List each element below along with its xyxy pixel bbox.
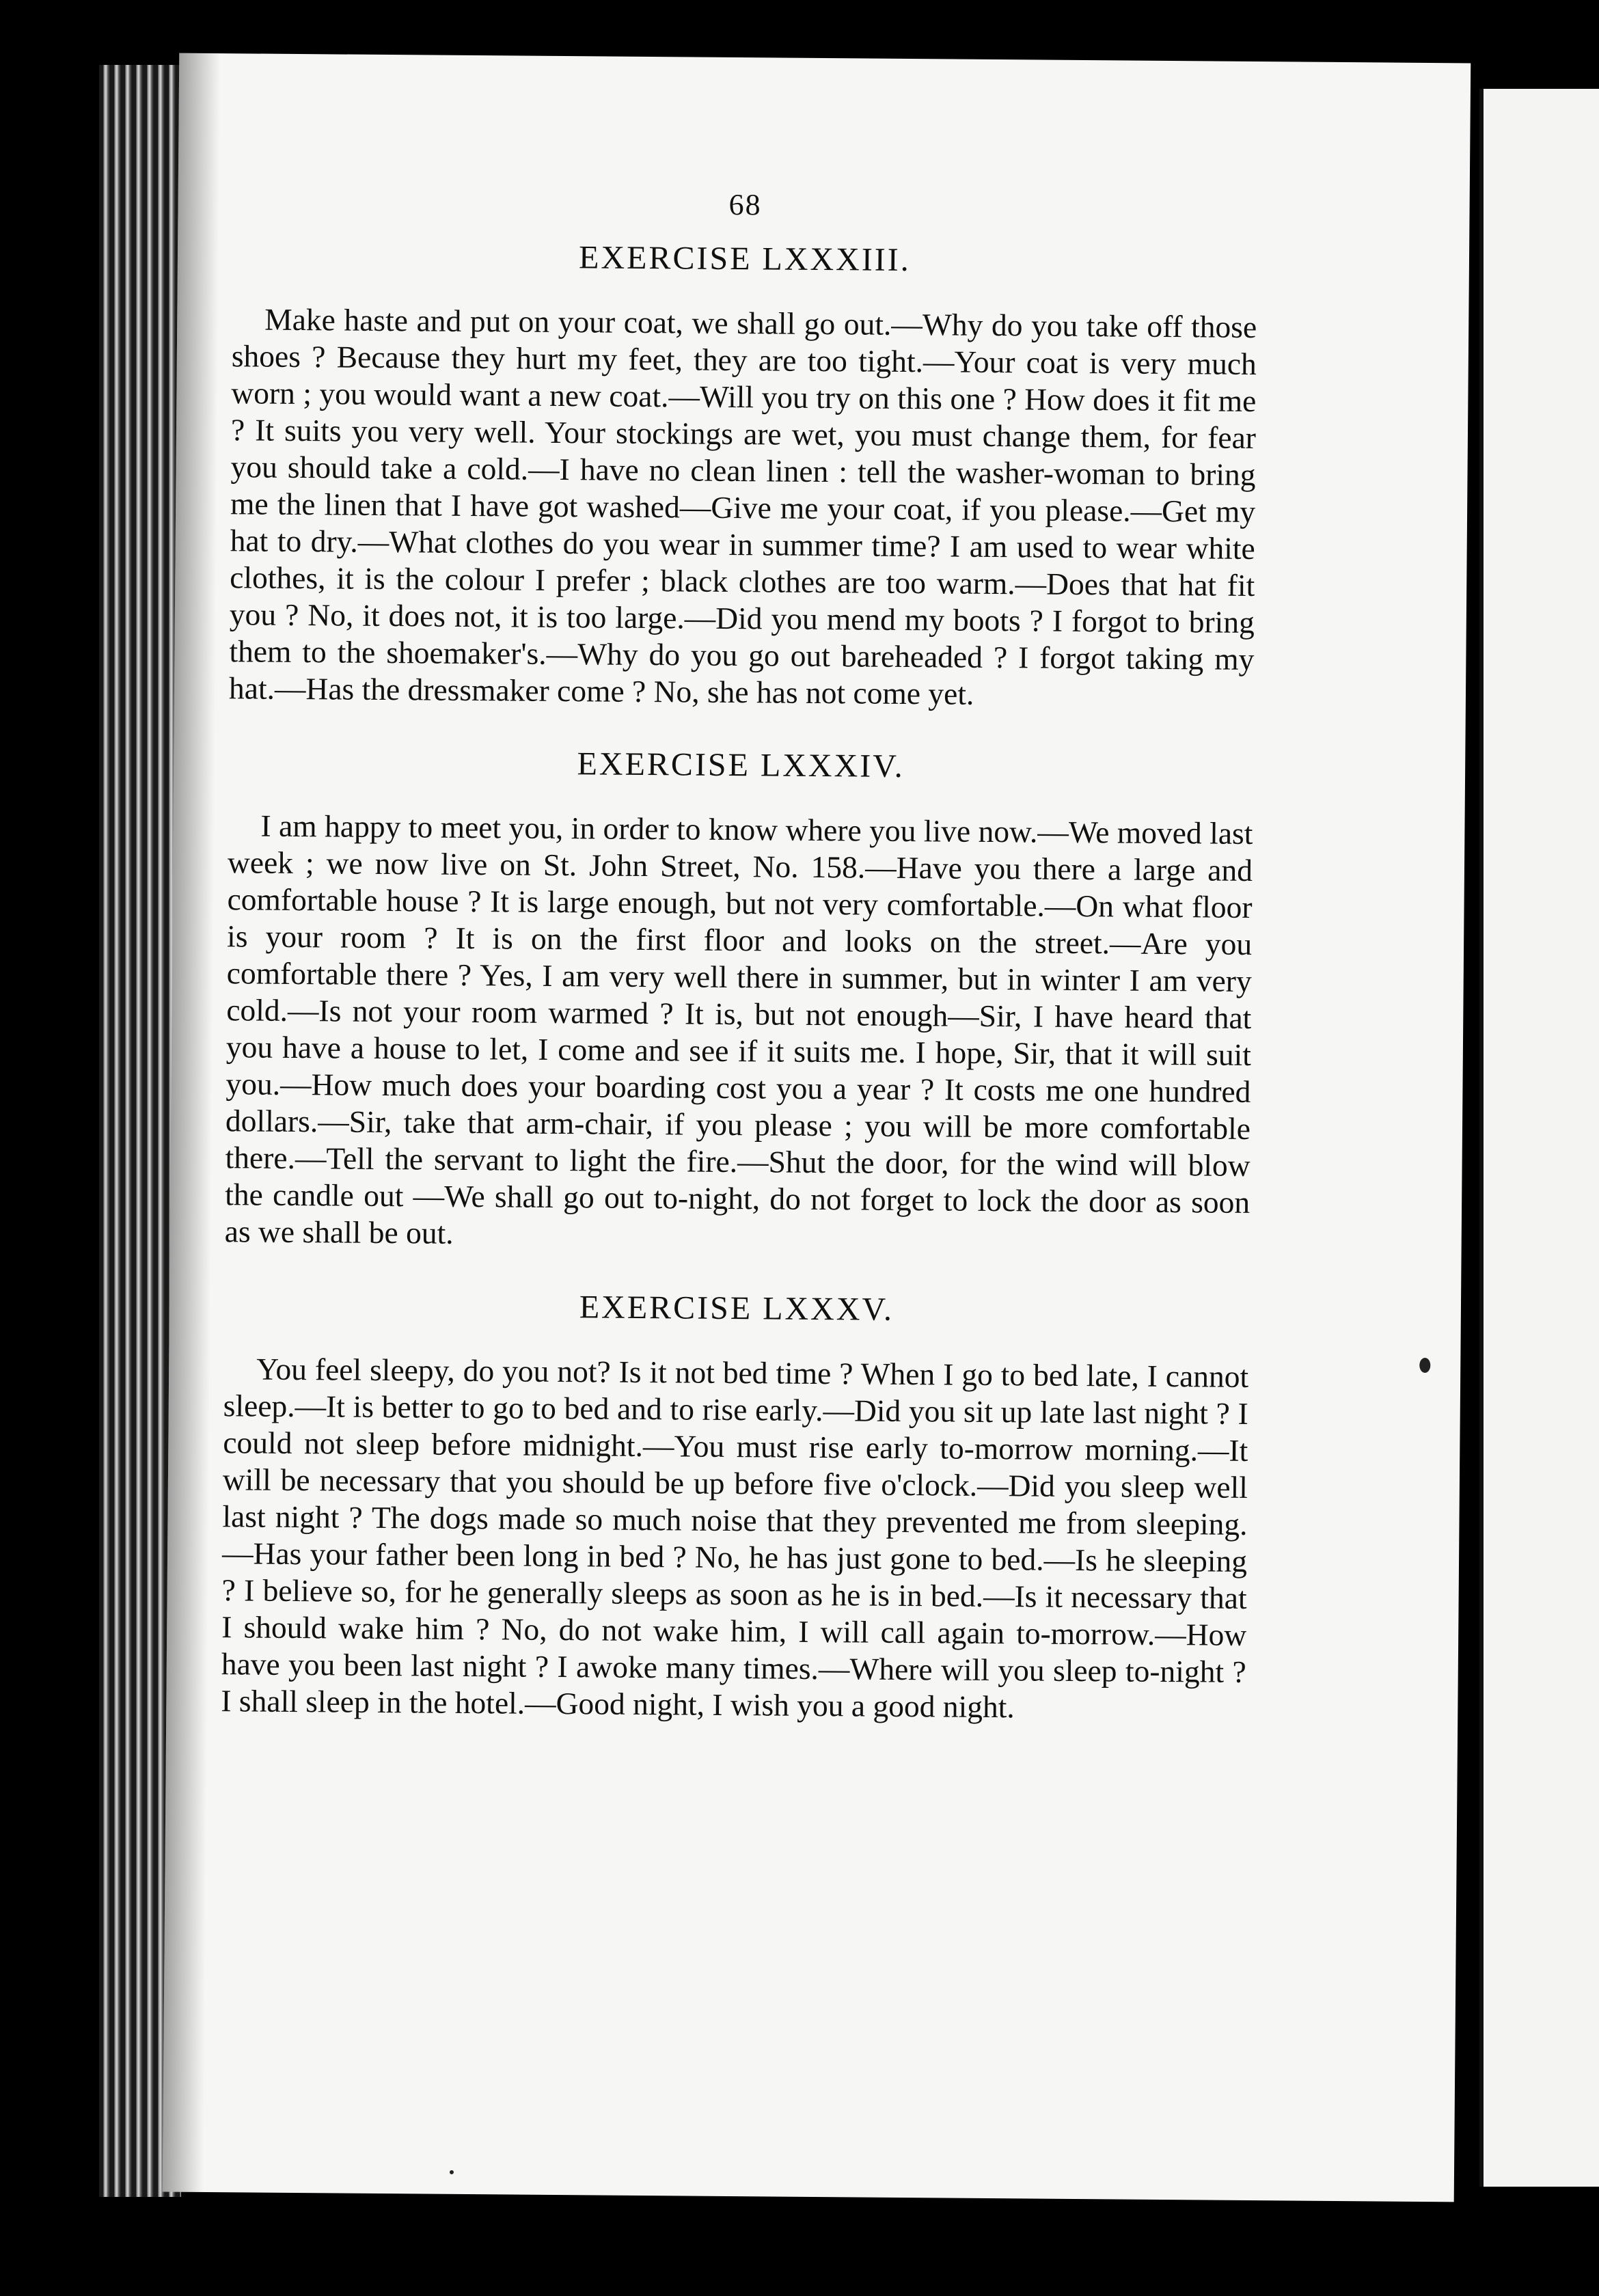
facing-page-edge — [1479, 89, 1599, 2187]
exercise-text: You feel sleepy, do you not? Is it not bed time ? When I go to bed late, I cannot sleep.—It is better to go to bed and to rise early.—Did you sit up late last night ? I could not sleep before midnight.—You must rise early to-morrow morning.—It will be necessary that you should be up before five o'clock.—Did you sleep well last night ? The dogs made so much noise that they prevented me from sleeping.—Has your father been long in bed ? No, he has just gone to bed.—Is he sleeping ? I believe so, for he generally sleeps as soon as he is in bed.—Is it necessary that I should wake him ? No, do not wake him, I will call again to-morrow.—How have you been last night ? I awoke many times.—Where will you sleep to-night ? I shall sleep in the hotel.—Good night, I wish you a good night. — [221, 1351, 1249, 1725]
exercise-heading: EXERCISE LXXXIII. — [578, 239, 911, 279]
book-page — [163, 53, 1471, 2202]
paper-speck — [450, 2170, 454, 2174]
page-content — [221, 183, 1258, 1763]
exercise-text: Make haste and put on your coat, we shall go out.—Why do you take off those shoes ? Because they hurt my feet, they are too tight.—Your coat is very much worn ; you would want a new coat.—Will you try on this one ? How does it fit me ? It suits you very well. Your stockings are wet, you must change them, for fear you should take a cold.—I have no clean linen : tell the washer-woman to bring me the linen that I have got washed—Give me your coat, if you please.—Get my hat to dry.—What clothes do you wear in summer time? I am used to wear white clothes, it is the colour I prefer ; black clothes are too warm.—Does that hat fit you ? No, it does not, it is too large.—Did you mend my boots ? I forgot to bring them to the shoemaker's.—Why do you go out bareheaded ? I forgot taking my hat.—Has the dressmaker come ? No, she has not come yet. — [228, 301, 1257, 711]
exercise-lxxxiv — [225, 742, 1254, 1258]
exercise-heading: EXERCISE LXXXIV. — [577, 746, 905, 784]
page-number: 68 — [728, 187, 762, 222]
exercise-lxxxiii — [229, 236, 1257, 715]
exercise-lxxxv — [221, 1285, 1249, 1727]
paper-blemish — [1419, 1358, 1430, 1373]
exercise-heading: EXERCISE LXXXV. — [579, 1289, 894, 1328]
exercise-text: I am happy to meet you, in order to know where you live now.—We moved last week ; we now live on St. John Street, No. 158.—Have you there a large and comfortable house ? It is large enough, but not very comfortable.—On what floor is your room ? It is on the first floor and looks on the street.—Are you comfortable there ? Yes, I am very well there in summer, but in winter I am very cold.—Is not your room warmed ? It is, but not enough—Sir, I have heard that you have a house to let, I come and see if it suits me. I hope, Sir, that it will suit you.—How much does your boarding cost you a year ? It costs me one hundred dollars.—Sir, take that arm-chair, if you please ; you will be more comfortable there.—Tell the servant to light the fire.—Shut the door, for the wind will blow the candle out —We shall go out to-night, do not forget to lock the door as soon as we shall be out. — [224, 808, 1253, 1250]
